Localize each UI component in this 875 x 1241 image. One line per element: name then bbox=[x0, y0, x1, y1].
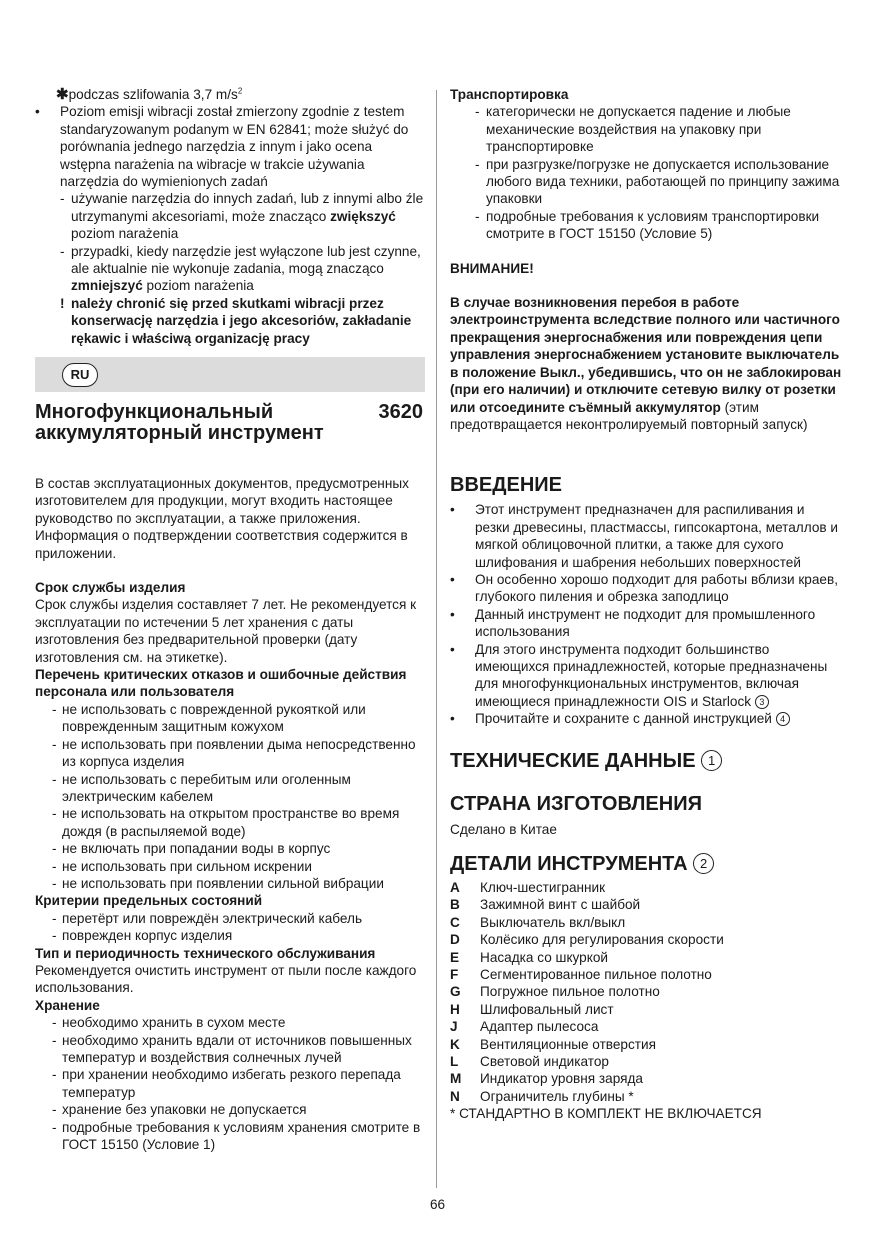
tech-data-heading: ТЕХНИЧЕСКИЕ ДАННЫЕ 1 bbox=[450, 749, 842, 773]
origin-heading: СТРАНА ИЗГОТОВЛЕНИЯ bbox=[450, 792, 702, 815]
intro-text-2: Информация о подтверждении соответствия содержится в приложении. bbox=[35, 528, 408, 561]
transport-list bbox=[450, 103, 842, 242]
language-badge: RU bbox=[62, 363, 98, 387]
list-item: - необходимо хранить в сухом месте bbox=[35, 1014, 427, 1031]
list-item: M Индикатор уровня заряда bbox=[450, 1071, 643, 1087]
list-item: G Погружное пильное полотно bbox=[450, 984, 660, 1000]
intro-heading: ВВЕДЕНИЕ bbox=[450, 474, 562, 497]
product-title: Многофункциональный аккумуляторный инструмент bbox=[35, 401, 324, 444]
list-item: - не использовать с поврежденной рукояткой или поврежденным защитным кожухом bbox=[35, 701, 427, 736]
vibration-sub-2: - przypadki, kiedy narzędzie jest wyłączone lub jest czynne, ale aktualnie nie wykonuje zadania, mogą znacząco zmniejszyć poziom narażenia bbox=[35, 243, 425, 295]
list-item: - не использовать при появлении сильной вибрации bbox=[35, 875, 427, 892]
list-item: J Адаптер пылесоса bbox=[450, 1019, 599, 1035]
model-number: 3620 bbox=[378, 401, 423, 423]
list-item: - хранение без упаковки не допускается bbox=[35, 1101, 427, 1118]
right-column bbox=[450, 86, 842, 1123]
figure-ref-icon: 3 bbox=[755, 695, 769, 709]
list-item: C Выключатель вкл/выкл bbox=[450, 914, 626, 930]
list-item: B Зажимной винт с шайбой bbox=[450, 897, 641, 913]
column-divider bbox=[436, 90, 437, 1188]
list-item: - при разгрузке/погрузке не допускается использование любого вида техники, работающей по принципу зажима упаковки bbox=[450, 156, 842, 208]
list-item: - необходимо хранить вдали от источников повышенных температур и воздействия солнечных лучей bbox=[35, 1032, 427, 1067]
parts-list bbox=[450, 879, 842, 1105]
list-item: - подробные требования к условиям транспортировки смотрите в ГОСТ 15150 (Условие 5) bbox=[450, 208, 842, 243]
maintenance-heading: Тип и периодичность технического обслуживания bbox=[35, 945, 376, 961]
list-item: • Этот инструмент предназначен для распиливания и резки древесины, пластмассы, гипсокартона, металлов и мягкой облицовочной плитки, а также для сухого шлифования и шабрения небольших поверхностей bbox=[450, 501, 842, 571]
page-number: 66 bbox=[429, 1197, 446, 1212]
storage-heading: Хранение bbox=[35, 997, 100, 1013]
language-band bbox=[35, 357, 425, 392]
list-item: • Для этого инструмента подходит большинство имеющихся принадлежностей, которые предназначены для многофункциональных инструментов, включая имеющиеся принадлежности OIS и Starlock 3 bbox=[450, 641, 842, 711]
transport-heading: Транспортировка bbox=[450, 87, 569, 102]
list-item: - категорически не допускается падение и любые механические воздействия на упаковку при транспортировке bbox=[450, 103, 842, 155]
failures-list bbox=[35, 701, 427, 892]
vibration-bullet: • Poziom emisji wibracji został zmierzony zgodnie z testem standaryzowanym podanym w EN 62841; może służyć do porównania jednego narzędzia z innym i jako ocena wstępna narażenia na wibracje w trakcie używania narzędzia do wymienionych zadań bbox=[35, 103, 425, 190]
intro-list bbox=[450, 501, 842, 727]
list-item: • Данный инструмент не подходит для промышленного использования bbox=[450, 606, 842, 641]
list-item: - не использовать при сильном искрении bbox=[35, 858, 427, 875]
list-item: A Ключ-шестигранник bbox=[450, 880, 606, 895]
list-item: F Сегментированное пильное полотно bbox=[450, 967, 712, 983]
list-item: E Насадка со шкуркой bbox=[450, 949, 608, 965]
maintenance-text: Рекомендуется очистить инструмент от пыли после каждого использования. bbox=[35, 962, 417, 996]
list-item: L Световой индикатор bbox=[450, 1054, 609, 1070]
list-item: - не использовать на открытом пространстве во время дождя (в распыляемой воде) bbox=[35, 805, 427, 840]
limits-heading: Критерии предельных состояний bbox=[35, 893, 263, 909]
service-life-text: Срок службы изделия составляет 7 лет. Не рекомендуется к эксплуатации по истечении 5 лет хранения с даты изготовления без предварительной проверки (дату изготовления см. на этикетке). bbox=[35, 597, 417, 665]
list-item: - при хранении необходимо избегать резкого перепада температур bbox=[35, 1066, 427, 1101]
list-item: K Вентиляционные отверстия bbox=[450, 1036, 656, 1052]
origin-text: Сделано в Китае bbox=[450, 821, 557, 837]
vibration-warning: ! należy chronić się przed skutkami wibracji przez konserwację narzędzia i jego akcesoriów, zakładanie rękawic i właściwą organizację pracy bbox=[60, 295, 412, 346]
list-item: N Ограничитель глубины * bbox=[450, 1088, 634, 1104]
list-item: - перетёрт или повреждён электрический кабель bbox=[35, 910, 427, 927]
warning-text: В случае возникновения перебоя в работе электроинструмента вследствие полного или частичного прекращения энергоснабжения или повреждения цепи управления энергоснабжением установите выключатель в положение Выкл., убедившись, что он не заблокирован (при его наличии) и отключите сетевую вилку от розетки или отсоедините съёмный аккумулятор (этим предотвращается неконтролируемый повторный запуск) bbox=[450, 295, 842, 432]
intro-text-1: В состав эксплуатационных документов, предусмотренных изготовителем для продукции, могут входить настоящее руководство по эксплуатации, а также приложения. bbox=[35, 476, 409, 526]
limits-list bbox=[35, 910, 427, 945]
vibration-sub-1: - używanie narzędzia do innych zadań, lub z innymi albo źle utrzymanymi akcesoriami, może znacząco zwiększyć poziom narażenia bbox=[35, 190, 425, 242]
vibration-value: ✱podczas szlifowania 3,7 $m/s^2$ bbox=[56, 86, 243, 103]
figure-ref-icon: 2 bbox=[693, 853, 714, 874]
storage-list bbox=[35, 1014, 427, 1153]
list-item: - подробные требования к условиям хранения смотрите в ГОСТ 15150 (Условие 1) bbox=[35, 1119, 427, 1154]
figure-ref-icon: 4 bbox=[776, 712, 790, 726]
parts-heading: ДЕТАЛИ ИНСТРУМЕНТА 2 bbox=[450, 852, 842, 876]
list-item: • Прочитайте и сохраните с данной инструкцией 4 bbox=[450, 710, 842, 727]
list-item: - не включать при попадании воды в корпус bbox=[35, 840, 427, 857]
left-column-top bbox=[35, 86, 425, 347]
figure-ref-icon: 1 bbox=[701, 750, 722, 771]
list-item: • Он особенно хорошо подходит для работы вблизи краев, глубокого пиления и обрезка заподлицо bbox=[450, 571, 842, 606]
product-title-block bbox=[35, 402, 425, 444]
left-column-body bbox=[35, 475, 427, 1153]
service-life-heading: Срок службы изделия bbox=[35, 580, 186, 596]
list-item: H Шлифовальный лист bbox=[450, 1001, 614, 1017]
warning-heading: ВНИМАНИЕ! bbox=[450, 260, 534, 276]
asterisk-icon: ✱ bbox=[56, 86, 69, 103]
list-item: D Колёсико для регулирования скорости bbox=[450, 932, 724, 948]
parts-note: * СТАНДАРТНО В КОМПЛЕКТ НЕ ВКЛЮЧАЕТСЯ bbox=[450, 1106, 762, 1122]
list-item: - поврежден корпус изделия bbox=[35, 927, 427, 944]
list-item: - не использовать при появлении дыма непосредственно из корпуса изделия bbox=[35, 736, 427, 771]
failures-heading: Перечень критических отказов и ошибочные действия персонала или пользователя bbox=[35, 667, 407, 700]
list-item: - не использовать с перебитым или оголенным электрическим кабелем bbox=[35, 771, 427, 806]
